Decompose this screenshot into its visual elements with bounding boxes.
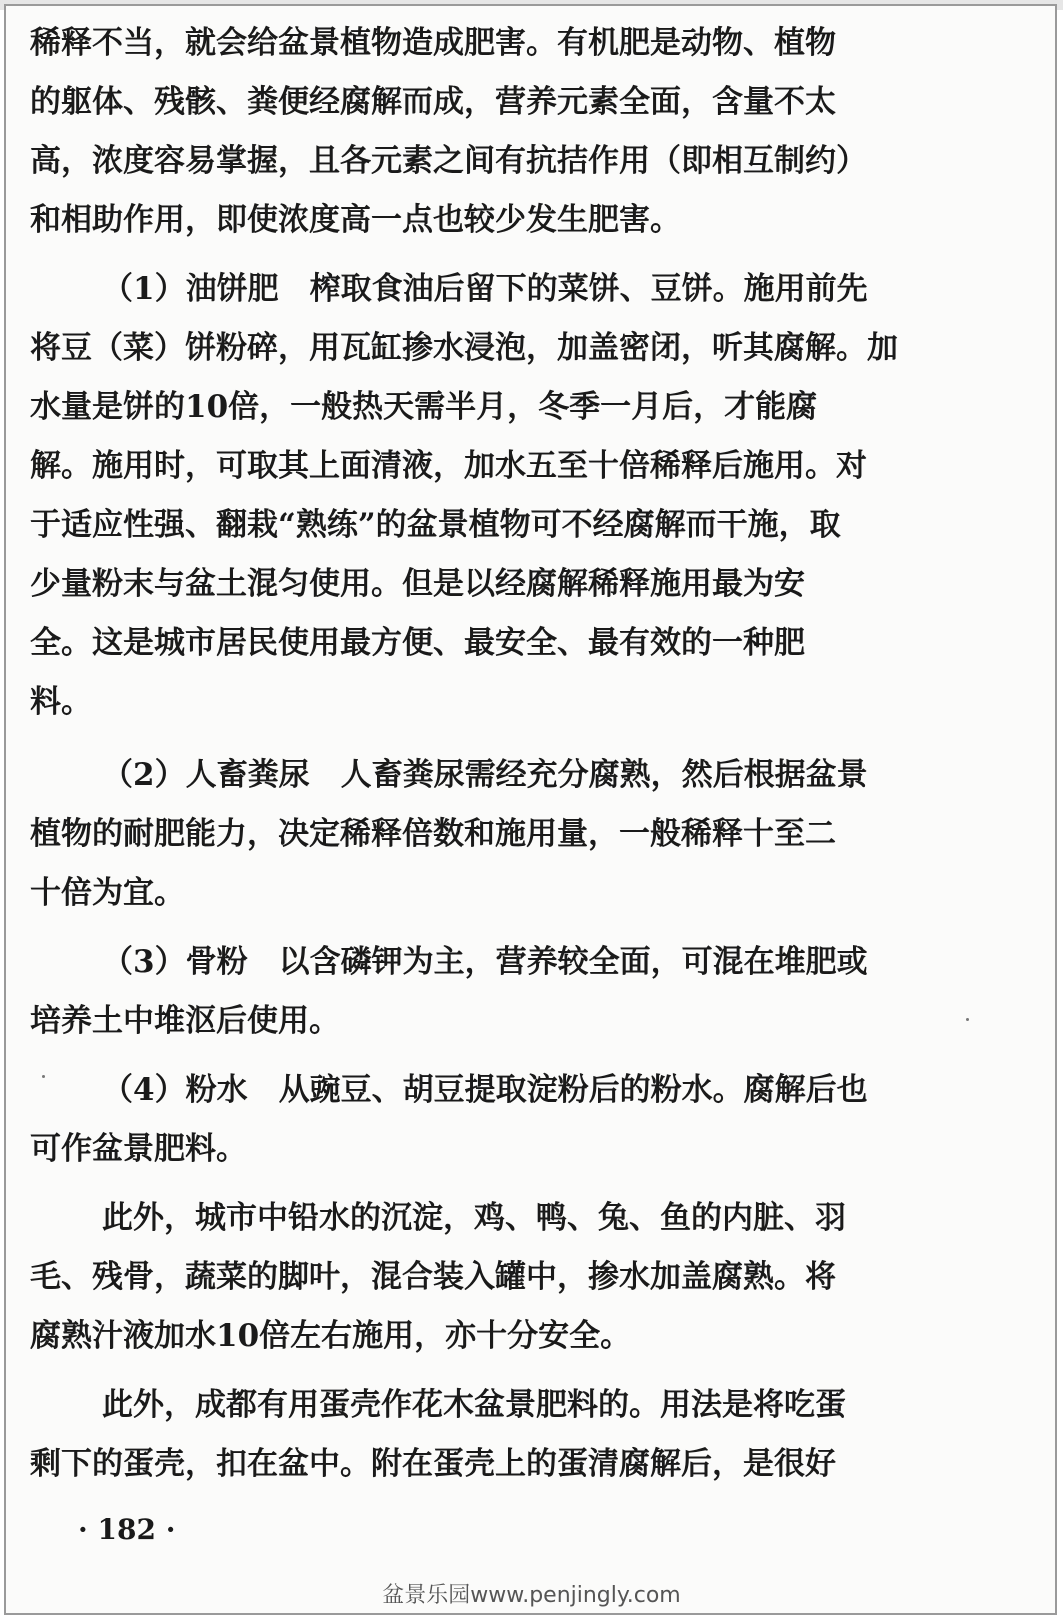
text-line: 十倍为宜。	[30, 875, 185, 911]
text-line: 植物的耐肥能力，决定稀释倍数和施用量，一般稀释十至二	[30, 816, 836, 852]
text-line: 剩下的蛋壳，扣在盆中。附在蛋壳上的蛋清腐解后，是很好	[30, 1446, 836, 1482]
scan-speck	[966, 1018, 969, 1021]
site-watermark[interactable]: 盆景乐园www.penjingly.com	[382, 1583, 681, 1608]
text-line: 稀释不当，就会给盆景植物造成肥害。有机肥是动物、植物	[30, 25, 836, 61]
text-line: 此外，成都有用蛋壳作花木盆景肥料的。用法是将吃蛋	[102, 1387, 846, 1423]
scan-speck	[42, 1075, 45, 1078]
text-line: 可作盆景肥料。	[30, 1131, 247, 1167]
text-line: 将豆（菜）饼粉碎，用瓦缸掺水浸泡，加盖密闭，听其腐解。加	[30, 330, 898, 366]
text-line: 水量是饼的10倍，一般热天需半月，冬季一月后，才能腐	[30, 389, 818, 425]
text-line: 于适应性强、翻栽“熟练”的盆景植物可不经腐解而干施，取	[30, 507, 841, 543]
page-number: · 182 ·	[78, 1513, 176, 1546]
text-line: 全。这是城市居民使用最方便、最安全、最有效的一种肥	[30, 625, 805, 661]
text-line: 高，浓度容易掌握，且各元素之间有抗拮作用（即相互制约）	[30, 143, 867, 179]
text-line: 腐熟汁液加水10倍左右施用，亦十分安全。	[30, 1318, 632, 1354]
text-line: 和相助作用，即使浓度高一点也较少发生肥害。	[30, 202, 681, 238]
text-line: 解。施用时，可取其上面清液，加水五至十倍稀释后施用。对	[30, 448, 867, 484]
text-line: （1）油饼肥 榨取食油后留下的菜饼、豆饼。施用前先	[102, 271, 868, 307]
text-line: 少量粉末与盆土混匀使用。但是以经腐解稀释施用最为安	[30, 566, 805, 602]
body-text	[30, 14, 1030, 1494]
text-line: 料。	[30, 684, 92, 720]
text-line: （2）人畜粪尿 人畜粪尿需经充分腐熟，然后根据盆景	[102, 757, 868, 793]
text-line: 此外，城市中铅水的沉淀，鸡、鸭、兔、鱼的内脏、羽	[102, 1200, 846, 1236]
text-line: 毛、残骨，蔬菜的脚叶，混合装入罐中，掺水加盖腐熟。将	[30, 1259, 836, 1295]
text-line: （4）粉水 从豌豆、胡豆提取淀粉后的粉水。腐解后也	[102, 1072, 868, 1108]
text-line: 的躯体、残骸、粪便经腐解而成，营养元素全面，含量不太	[30, 84, 836, 120]
text-line: （3）骨粉 以含磷钾为主，营养较全面，可混在堆肥或	[102, 944, 868, 980]
text-line: 培养土中堆沤后使用。	[30, 1003, 340, 1039]
